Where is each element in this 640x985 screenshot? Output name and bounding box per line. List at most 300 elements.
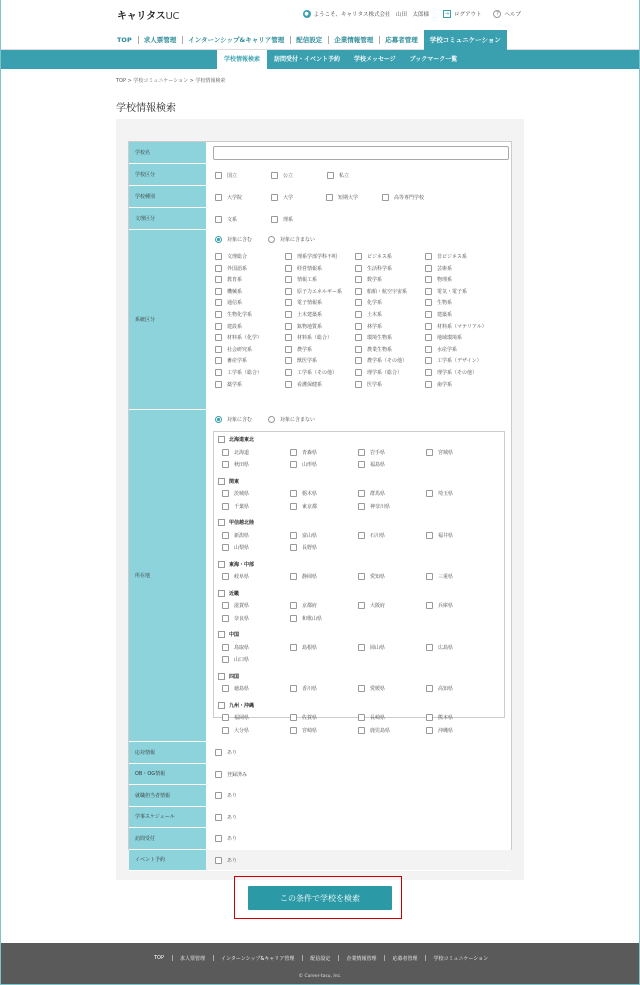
nav-item[interactable]: TOP xyxy=(117,36,132,44)
nav-item[interactable]: 企業情報管理 xyxy=(328,30,379,50)
checkbox-option[interactable] xyxy=(355,253,392,260)
option-label: 船舶・航空宇宙系 xyxy=(367,288,408,295)
checkbox-icon[interactable] xyxy=(285,334,292,341)
checkbox-option[interactable] xyxy=(355,276,382,283)
checkbox-icon[interactable] xyxy=(215,288,222,295)
subnav-item[interactable]: ブックマーク一覧 xyxy=(409,56,458,63)
option-label: 水産学系 xyxy=(437,346,458,353)
footer-link[interactable]: 応募者管理 xyxy=(384,955,425,962)
checkbox-icon[interactable] xyxy=(355,265,362,272)
radio-icon[interactable] xyxy=(215,236,222,243)
checkbox-option[interactable] xyxy=(425,288,467,295)
checkbox-option[interactable] xyxy=(215,381,242,388)
region-checkbox[interactable] xyxy=(218,673,239,680)
checkbox-option[interactable] xyxy=(215,299,242,306)
checkbox-icon[interactable] xyxy=(290,503,297,510)
checkbox-option[interactable] xyxy=(285,276,317,283)
footer-link[interactable]: 求人票管理 xyxy=(172,955,213,962)
checkbox-option[interactable] xyxy=(355,288,407,295)
checkbox-option[interactable] xyxy=(215,835,237,842)
option-label: 石川県 xyxy=(370,532,386,539)
checkbox-icon[interactable] xyxy=(222,644,229,651)
checkbox-option[interactable] xyxy=(222,615,249,622)
checkbox-option[interactable] xyxy=(426,714,453,721)
checkbox-option[interactable] xyxy=(290,615,322,622)
checkbox-option[interactable] xyxy=(426,685,453,692)
checkbox-icon[interactable] xyxy=(425,265,432,272)
nav-item[interactable]: 配信設定 xyxy=(290,30,328,50)
checkbox-option[interactable] xyxy=(425,369,477,376)
checkbox-icon[interactable] xyxy=(426,727,433,734)
checkbox-icon[interactable] xyxy=(355,299,362,306)
checkbox-icon[interactable] xyxy=(222,532,229,539)
user-icon: ● xyxy=(304,11,309,17)
checkbox-icon[interactable] xyxy=(215,814,222,821)
checkbox-icon[interactable] xyxy=(215,323,222,330)
checkbox-icon[interactable] xyxy=(355,323,362,330)
checkbox-icon[interactable] xyxy=(222,461,229,468)
checkbox-icon[interactable] xyxy=(358,644,365,651)
radio-option[interactable] xyxy=(268,236,315,243)
checkbox-icon[interactable] xyxy=(215,792,222,799)
checkbox-option[interactable] xyxy=(290,503,317,510)
checkbox-icon[interactable] xyxy=(426,602,433,609)
radio-icon[interactable] xyxy=(268,416,275,423)
checkbox-icon[interactable] xyxy=(271,216,278,223)
checkbox-option[interactable] xyxy=(358,727,390,734)
checkbox-option[interactable] xyxy=(285,381,322,388)
checkbox-option[interactable] xyxy=(222,449,249,456)
checkbox-icon[interactable] xyxy=(218,561,225,568)
checkbox-option[interactable] xyxy=(285,357,317,364)
checkbox-icon[interactable] xyxy=(425,288,432,295)
search-button[interactable]: この条件で学校を検索 xyxy=(248,886,392,910)
checkbox-icon[interactable] xyxy=(285,381,292,388)
checkbox-icon[interactable] xyxy=(355,288,362,295)
checkbox-option[interactable] xyxy=(215,771,247,778)
checkbox-option[interactable] xyxy=(290,461,317,468)
checkbox-option[interactable] xyxy=(326,194,358,201)
radio-icon[interactable] xyxy=(268,236,275,243)
checkbox-option[interactable] xyxy=(215,253,247,260)
checkbox-option[interactable] xyxy=(271,194,293,201)
checkbox-icon[interactable] xyxy=(290,532,297,539)
checkbox-icon[interactable] xyxy=(426,573,433,580)
footer-link[interactable]: 学校コミュニケーション xyxy=(425,955,496,962)
checkbox-option[interactable] xyxy=(425,253,467,260)
checkbox-option[interactable] xyxy=(355,334,392,341)
option-label: 愛知県 xyxy=(370,574,386,580)
option-label: 神奈川県 xyxy=(370,503,391,510)
checkbox-icon[interactable] xyxy=(215,194,222,201)
checkbox-option[interactable] xyxy=(215,194,242,201)
nav-item[interactable]: インターンシップ&キャリア管理 xyxy=(182,30,290,50)
checkbox-option[interactable] xyxy=(215,346,252,353)
checkbox-icon[interactable] xyxy=(218,673,225,680)
checkbox-option[interactable] xyxy=(358,714,385,721)
checkbox-icon[interactable] xyxy=(215,749,222,756)
checkbox-icon[interactable] xyxy=(271,194,278,201)
region-checkbox[interactable] xyxy=(218,478,239,485)
checkbox-icon[interactable] xyxy=(355,369,362,376)
checkbox-option[interactable] xyxy=(215,288,242,295)
checkbox-option[interactable] xyxy=(358,644,385,651)
checkbox-icon[interactable] xyxy=(290,615,297,622)
footer-link[interactable]: TOP xyxy=(154,955,165,961)
checkbox-option[interactable] xyxy=(358,602,385,609)
checkbox-option[interactable] xyxy=(425,299,452,306)
checkbox-option[interactable] xyxy=(215,323,242,330)
option-label: 文理総合 xyxy=(227,254,248,260)
checkbox-option[interactable] xyxy=(215,357,247,364)
checkbox-option[interactable] xyxy=(426,490,453,497)
checkbox-icon[interactable] xyxy=(290,644,297,651)
row-label: 学校区分 xyxy=(129,164,206,185)
checkbox-option[interactable] xyxy=(215,265,247,272)
region-checkbox[interactable] xyxy=(218,590,239,597)
checkbox-icon[interactable] xyxy=(222,656,229,663)
checkbox-icon[interactable] xyxy=(327,172,334,179)
checkbox-icon[interactable] xyxy=(285,311,292,318)
checkbox-option[interactable] xyxy=(358,503,390,510)
checkbox-option[interactable] xyxy=(290,727,317,734)
checkbox-icon[interactable] xyxy=(290,685,297,692)
footer-link[interactable]: インターンシップ&キャリア管理 xyxy=(213,955,302,962)
checkbox-icon[interactable] xyxy=(215,857,222,864)
checkbox-icon[interactable] xyxy=(290,490,297,497)
checkbox-option[interactable] xyxy=(285,346,312,353)
checkbox-option[interactable] xyxy=(215,172,237,179)
checkbox-icon[interactable] xyxy=(290,727,297,734)
option-label: 短期大学 xyxy=(338,195,359,201)
checkbox-option[interactable] xyxy=(355,265,392,272)
checkbox-icon[interactable] xyxy=(358,449,365,456)
checkbox-icon[interactable] xyxy=(355,346,362,353)
option-label: 対象に含まない xyxy=(280,237,316,243)
checkbox-option[interactable] xyxy=(285,369,337,376)
checkbox-icon[interactable] xyxy=(222,714,229,721)
checkbox-option[interactable] xyxy=(355,323,382,330)
checkbox-option[interactable] xyxy=(215,857,237,864)
checkbox-icon[interactable] xyxy=(290,449,297,456)
checkbox-icon[interactable] xyxy=(215,334,222,341)
help-link[interactable]: ヘルプ xyxy=(504,12,521,18)
subnav-item[interactable]: 学校情報検索 xyxy=(217,50,267,69)
checkbox-option[interactable] xyxy=(382,194,424,201)
checkbox-option[interactable] xyxy=(222,490,249,497)
form-row xyxy=(129,764,511,786)
checkbox-icon[interactable] xyxy=(215,299,222,306)
checkbox-icon[interactable] xyxy=(425,299,432,306)
subnav-item[interactable]: 学校メッセージ xyxy=(354,56,396,63)
checkbox-icon[interactable] xyxy=(358,461,365,468)
checkbox-option[interactable] xyxy=(285,253,337,260)
checkbox-option[interactable] xyxy=(290,449,317,456)
checkbox-option[interactable] xyxy=(426,449,453,456)
checkbox-option[interactable] xyxy=(215,276,242,283)
checkbox-option[interactable] xyxy=(222,714,249,721)
checkbox-option[interactable] xyxy=(425,323,487,330)
radio-icon[interactable] xyxy=(215,416,222,423)
checkbox-icon[interactable] xyxy=(426,532,433,539)
checkbox-option[interactable] xyxy=(271,172,293,179)
checkbox-icon[interactable] xyxy=(355,334,362,341)
checkbox-icon[interactable] xyxy=(215,172,222,179)
checkbox-option[interactable] xyxy=(358,461,385,468)
region-checkbox[interactable] xyxy=(218,519,254,526)
checkbox-icon[interactable] xyxy=(285,369,292,376)
checkbox-icon[interactable] xyxy=(358,685,365,692)
region-checkbox[interactable] xyxy=(218,436,254,443)
footer-link[interactable]: 企業情報管理 xyxy=(338,955,384,962)
checkbox-icon[interactable] xyxy=(358,503,365,510)
checkbox-icon[interactable] xyxy=(215,311,222,318)
checkbox-icon[interactable] xyxy=(426,714,433,721)
region-checkbox[interactable] xyxy=(218,631,239,638)
checkbox-option[interactable] xyxy=(222,461,249,468)
checkbox-option[interactable] xyxy=(222,573,249,580)
checkbox-icon[interactable] xyxy=(285,299,292,306)
checkbox-icon[interactable] xyxy=(358,602,365,609)
checkbox-option[interactable] xyxy=(425,381,452,388)
checkbox-icon[interactable] xyxy=(425,357,432,364)
checkbox-icon[interactable] xyxy=(285,288,292,295)
checkbox-option[interactable] xyxy=(426,727,453,734)
checkbox-icon[interactable] xyxy=(426,644,433,651)
footer-link[interactable]: 配信設定 xyxy=(302,955,338,962)
checkbox-option[interactable] xyxy=(425,346,457,353)
checkbox-icon[interactable] xyxy=(358,573,365,580)
checkbox-option[interactable] xyxy=(358,532,385,539)
checkbox-icon[interactable] xyxy=(218,590,225,597)
checkbox-option[interactable] xyxy=(358,449,385,456)
checkbox-option[interactable] xyxy=(358,685,385,692)
checkbox-icon[interactable] xyxy=(215,253,222,260)
checkbox-icon[interactable] xyxy=(222,544,229,551)
option-label: 理学系（総合） xyxy=(367,370,403,376)
checkbox-icon[interactable] xyxy=(218,478,225,485)
checkbox-option[interactable] xyxy=(355,357,407,364)
checkbox-icon[interactable] xyxy=(290,544,297,551)
checkbox-option[interactable] xyxy=(215,814,237,821)
nav-item[interactable]: 応募者管理 xyxy=(379,30,424,50)
checkbox-option[interactable] xyxy=(285,299,322,306)
checkbox-icon[interactable] xyxy=(426,449,433,456)
checkbox-icon[interactable] xyxy=(218,702,225,709)
checkbox-option[interactable] xyxy=(215,749,237,756)
checkbox-option[interactable] xyxy=(222,602,249,609)
checkbox-icon[interactable] xyxy=(290,573,297,580)
option-label: 広島県 xyxy=(438,644,454,651)
checkbox-icon[interactable] xyxy=(355,276,362,283)
checkbox-icon[interactable] xyxy=(358,532,365,539)
option-label: 農学系 xyxy=(297,346,313,353)
checkbox-option[interactable] xyxy=(425,357,482,364)
option-label: 社会研究系 xyxy=(227,346,253,353)
checkbox-icon[interactable] xyxy=(285,276,292,283)
checkbox-icon[interactable] xyxy=(425,346,432,353)
option-label: 岡山県 xyxy=(370,644,386,651)
greeting-text: ようこそ、キャリタス株式会社 山田 太郎様 xyxy=(313,12,429,18)
checkbox-icon[interactable] xyxy=(215,276,222,283)
checkbox-icon[interactable] xyxy=(222,449,229,456)
checkbox-icon[interactable] xyxy=(285,357,292,364)
checkbox-icon[interactable] xyxy=(425,381,432,388)
option-label: 芸術系 xyxy=(437,265,453,272)
checkbox-icon[interactable] xyxy=(285,265,292,272)
radio-option[interactable] xyxy=(215,236,252,243)
checkbox-icon[interactable] xyxy=(290,714,297,721)
checkbox-icon[interactable] xyxy=(290,602,297,609)
checkbox-option[interactable] xyxy=(426,644,453,651)
option-label: 福井県 xyxy=(438,532,454,539)
checkbox-icon[interactable] xyxy=(215,835,222,842)
checkbox-icon[interactable] xyxy=(218,631,225,638)
checkbox-icon[interactable] xyxy=(222,685,229,692)
checkbox-option[interactable] xyxy=(327,172,349,179)
checkbox-icon[interactable] xyxy=(425,334,432,341)
checkbox-option[interactable] xyxy=(222,656,249,663)
checkbox-icon[interactable] xyxy=(215,381,222,388)
checkbox-option[interactable] xyxy=(290,573,317,580)
region-checkbox[interactable] xyxy=(218,561,254,568)
option-label: 千葉県 xyxy=(234,503,250,510)
checkbox-icon[interactable] xyxy=(285,253,292,260)
checkbox-icon[interactable] xyxy=(218,436,225,443)
checkbox-option[interactable] xyxy=(285,288,342,295)
checkbox-icon[interactable] xyxy=(425,311,432,318)
checkbox-icon[interactable] xyxy=(290,461,297,468)
option-label: 理系 xyxy=(283,217,294,223)
checkbox-option[interactable] xyxy=(426,573,453,580)
checkbox-option[interactable] xyxy=(215,792,237,799)
checkbox-option[interactable] xyxy=(222,727,249,734)
checkbox-icon[interactable] xyxy=(358,714,365,721)
checkbox-icon[interactable] xyxy=(285,323,292,330)
checkbox-icon[interactable] xyxy=(215,346,222,353)
school-name-input[interactable] xyxy=(213,146,509,160)
option-label: 沖縄県 xyxy=(438,727,454,734)
checkbox-option[interactable] xyxy=(290,490,317,497)
checkbox-option[interactable] xyxy=(222,644,249,651)
checkbox-option[interactable] xyxy=(355,346,392,353)
subnav-item[interactable]: 訪問受付・イベント予約 xyxy=(274,56,341,63)
checkbox-option[interactable] xyxy=(290,644,317,651)
checkbox-option[interactable] xyxy=(290,602,317,609)
nav-item[interactable]: 求人票管理 xyxy=(138,30,183,50)
checkbox-option[interactable] xyxy=(215,311,252,318)
checkbox-icon[interactable] xyxy=(426,685,433,692)
checkbox-option[interactable] xyxy=(426,602,453,609)
checkbox-icon[interactable] xyxy=(222,490,229,497)
checkbox-icon[interactable] xyxy=(358,727,365,734)
checkbox-option[interactable] xyxy=(355,311,382,318)
option-label: 対象に含まない xyxy=(280,417,316,423)
checkbox-option[interactable] xyxy=(355,369,402,376)
checkbox-option[interactable] xyxy=(358,490,385,497)
checkbox-option[interactable] xyxy=(215,369,262,376)
option-label: 電子情報系 xyxy=(297,300,323,307)
checkbox-option[interactable] xyxy=(290,685,317,692)
checkbox-icon[interactable] xyxy=(271,172,278,179)
checkbox-icon[interactable] xyxy=(355,357,362,364)
checkbox-icon[interactable] xyxy=(355,311,362,318)
checkbox-option[interactable] xyxy=(290,714,317,721)
checkbox-icon[interactable] xyxy=(222,615,229,622)
checkbox-icon[interactable] xyxy=(425,369,432,376)
checkbox-icon[interactable] xyxy=(326,194,333,201)
checkbox-icon[interactable] xyxy=(355,381,362,388)
checkbox-option[interactable] xyxy=(290,532,317,539)
row-label: 訪問受付 xyxy=(129,828,206,849)
help-icon[interactable]: ? xyxy=(493,10,501,18)
checkbox-icon[interactable] xyxy=(355,253,362,260)
checkbox-option[interactable] xyxy=(290,544,317,551)
logo[interactable]: キャリタスUC xyxy=(117,11,180,22)
checkbox-option[interactable] xyxy=(355,381,382,388)
radio-option[interactable] xyxy=(268,416,315,423)
checkbox-option[interactable] xyxy=(271,216,293,223)
checkbox-icon[interactable] xyxy=(222,602,229,609)
checkbox-option[interactable] xyxy=(285,311,322,318)
checkbox-option[interactable] xyxy=(426,532,453,539)
checkbox-option[interactable] xyxy=(358,573,385,580)
checkbox-icon[interactable] xyxy=(382,194,389,201)
checkbox-icon[interactable] xyxy=(358,490,365,497)
checkbox-option[interactable] xyxy=(425,334,462,341)
checkbox-icon[interactable] xyxy=(425,253,432,260)
logout-link[interactable]: ログアウト xyxy=(453,12,482,18)
checkbox-option[interactable] xyxy=(425,311,452,318)
row-label: 応対情報 xyxy=(129,742,206,763)
checkbox-icon[interactable] xyxy=(426,490,433,497)
option-label: 登録済み xyxy=(227,771,248,778)
checkbox-option[interactable] xyxy=(222,685,249,692)
checkbox-option[interactable] xyxy=(285,265,322,272)
checkbox-option[interactable] xyxy=(222,503,249,510)
checkbox-option[interactable] xyxy=(222,544,249,551)
checkbox-icon[interactable] xyxy=(215,357,222,364)
row-label: OB・OG情報 xyxy=(129,764,206,785)
checkbox-icon[interactable] xyxy=(285,346,292,353)
radio-option[interactable] xyxy=(215,416,252,423)
checkbox-icon[interactable] xyxy=(215,369,222,376)
checkbox-icon[interactable] xyxy=(222,503,229,510)
checkbox-option[interactable] xyxy=(425,276,452,283)
checkbox-option[interactable] xyxy=(285,334,332,341)
option-label: 大阪府 xyxy=(370,603,386,609)
nav-item[interactable]: 学校コミュニケーション xyxy=(424,30,507,50)
logout-icon[interactable]: ⇥ xyxy=(444,11,450,17)
checkbox-option[interactable] xyxy=(425,265,452,272)
checkbox-icon[interactable] xyxy=(215,216,222,223)
checkbox-icon[interactable] xyxy=(215,771,222,778)
checkbox-icon[interactable] xyxy=(222,727,229,734)
option-label: 非ビジネス系 xyxy=(437,254,467,260)
option-label: あり xyxy=(227,836,238,842)
checkbox-icon[interactable] xyxy=(215,265,222,272)
checkbox-icon[interactable] xyxy=(218,519,225,526)
checkbox-icon[interactable] xyxy=(425,276,432,283)
checkbox-option[interactable] xyxy=(355,299,382,306)
region-checkbox[interactable] xyxy=(218,702,254,709)
checkbox-icon[interactable] xyxy=(222,573,229,580)
checkbox-option[interactable] xyxy=(215,216,237,223)
checkbox-icon[interactable] xyxy=(425,323,432,330)
checkbox-option[interactable] xyxy=(285,323,322,330)
checkbox-option[interactable] xyxy=(215,334,262,341)
checkbox-option[interactable] xyxy=(222,532,249,539)
